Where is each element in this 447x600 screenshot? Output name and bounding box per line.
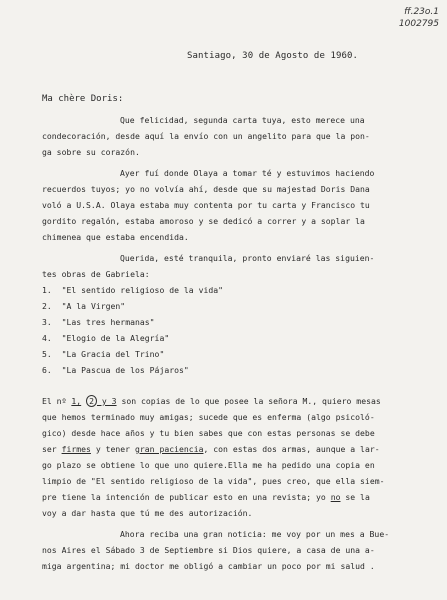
paragraph-1-line: condecoración, desde aquí la envío con un angelito para que la pon- [42,131,370,141]
underlined-text: firmes [61,444,91,454]
paragraph-2-line: gordito regalón, estaba amoroso y se dedicó a correr y a soplar la [42,216,365,226]
works-list-item [42,301,125,311]
works-item-title: "La Gracia del Trino" [61,349,165,359]
paragraph-4-line: gico) desde hace años y tu bien sabes que con estas personas se debe [42,428,375,438]
archive-ref-line2: 1002795 [398,19,439,29]
text-segment: El nº [42,396,72,406]
works-item-title: "A la Virgen" [61,301,126,311]
underlined-text: 1, [71,396,82,406]
works-item-title: "El sentido religioso de la vida" [61,285,224,295]
paragraph-2-line: chimenea que estaba encendida. [42,232,189,242]
underlined-text: y 3 [96,396,117,406]
text-segment: pre tiene la intención de publicar esto en una revista; yo [42,492,331,502]
paragraph-4-line: go plazo se obtiene lo que uno quiere.Ella me ha pedido una copia en [42,460,375,470]
text-segment: y tener [90,444,135,454]
works-item-title: "Las tres hermanas" [61,317,155,327]
text-segment: se la [340,492,370,502]
works-list-item [42,285,223,295]
works-item-title: "La Pascua de los Pájaros" [61,365,189,375]
paragraph-1-line: ga sobre su corazón. [42,147,140,157]
paragraph-2-line: Ayer fuí donde Olaya a tomar té y estuvimos haciendo [120,168,375,178]
works-item-number: 2. [42,301,52,311]
works-item-number: 4. [42,333,52,343]
paragraph-4-line [42,396,381,406]
paragraph-4-line [42,492,370,502]
works-item-number: 5. [42,349,52,359]
paragraph-3-line: tes obras de Gabriela: [42,269,150,279]
works-item-number: 1. [42,285,52,295]
archive-reference [399,6,439,30]
paragraph-4-line: que hemos terminado muy amigas; sucede que es enferma (algo psicoló- [42,412,375,422]
paragraph-4-line [42,444,380,454]
archive-ref-line1: ff.23o.1 [404,7,439,17]
works-item-title: "Elogio de la Alegría" [61,333,170,343]
paragraph-5-line: nos Aires el Sábado 3 de Septiembre si Dios quiere, a casa de una a- [42,545,375,555]
text-segment: ser [42,444,62,454]
paragraph-2-line: voló a U.S.A. Olaya estaba muy contenta por tu carta y Francisco tu [42,200,370,210]
works-item-number: 6. [42,365,52,375]
salutation: Ma chère Doris: [42,94,124,104]
paragraph-4-line: limpio de "El sentido religioso de la vida", pues creo, que ella siem- [42,476,385,486]
paragraph-5-line: miga argentina; mi doctor me obligó a cambiar un poco por mi salud . [42,561,375,571]
paragraph-1-line: Que felicidad, segunda carta tuya, esto merece una [120,115,365,125]
works-list-item [42,365,189,375]
circled-text: 2 [86,395,97,407]
text-segment: son copias de lo que posee la señora M., quiero mesas [116,396,381,406]
works-list-item [42,333,169,343]
works-list-item [42,317,155,327]
works-item-number: 3. [42,317,52,327]
underlined-text: gran paciencia [134,444,204,454]
paragraph-3-line: Querida, esté tranquila, pronto enviaré las siguien- [120,253,375,263]
works-list-item [42,349,164,359]
paragraph-4-line: voy a dar hasta que tú me des autorización. [42,508,253,518]
text-segment: , con estas dos armas, aunque a lar- [203,444,380,454]
letter-date: Santiago, 30 de Agosto de 1960. [187,51,359,61]
paragraph-2-line: recuerdos tuyos; yo no volvía ahí, desde que su majestad Doris Dana [42,184,370,194]
underlined-text: no [330,492,341,502]
paragraph-5-line: Ahora reciba una gran noticia: me voy por un mes a Bue- [120,529,390,539]
